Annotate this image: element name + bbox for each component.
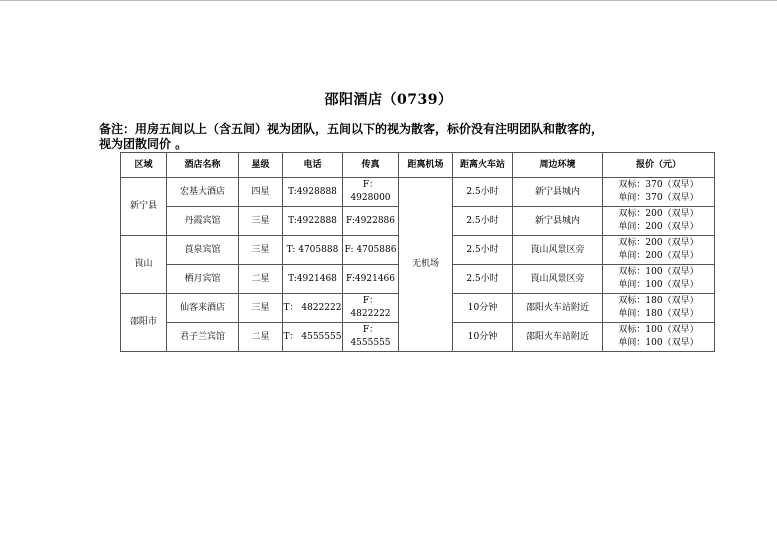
price-single: 单间：180（双早）: [618, 309, 699, 319]
hotel-name-cell: 莨泉宾馆: [167, 236, 239, 265]
environment-cell: 崀山风景区旁: [513, 236, 603, 265]
star-cell: 三星: [239, 294, 283, 323]
phone-cell: T： 4555555: [283, 323, 343, 352]
price-double: 双标：370（双早）: [618, 180, 699, 190]
region-cell: 新宁县: [121, 178, 167, 236]
star-cell: 四星: [239, 178, 283, 207]
train-distance-cell: 2.5小时: [453, 236, 513, 265]
remark-line-1: 备注：用房五间以上（含五间）视为团队，五间以下的视为散客，标价没有注明团队和散客的，: [99, 122, 604, 136]
price-double: 双标：100（双早）: [618, 267, 699, 277]
price-double: 双标：180（双早）: [618, 296, 699, 306]
phone-cell: T:4921468: [283, 265, 343, 294]
fax-cell: F： 4822222: [343, 294, 399, 323]
price-cell: [603, 236, 715, 265]
price-double: 双标：200（双早）: [618, 209, 699, 219]
region-cell: 邵阳市: [121, 294, 167, 352]
train-distance-cell: 2.5小时: [453, 207, 513, 236]
star-cell: 二星: [239, 265, 283, 294]
fax-cell: F：4928000: [343, 178, 399, 207]
header-star: 星级: [239, 153, 283, 178]
header-fax: 传真: [343, 153, 399, 178]
price-double: 双标：200（双早）: [618, 238, 699, 248]
environment-cell: 新宁县城内: [513, 207, 603, 236]
phone-cell: T: 4705888: [283, 236, 343, 265]
price-single: 单间：370（双早）: [618, 193, 699, 203]
fax-cell: F:4921466: [343, 265, 399, 294]
train-distance-cell: 2.5小时: [453, 178, 513, 207]
fax-cell: F: 4705886: [343, 236, 399, 265]
fax-cell: F:4922886: [343, 207, 399, 236]
hotel-name-cell: 君子兰宾馆: [167, 323, 239, 352]
train-distance-cell: 2.5小时: [453, 265, 513, 294]
top-border-line: [0, 0, 777, 1]
phone-cell: T： 4822222: [283, 294, 343, 323]
price-single: 单间：200（双早）: [618, 222, 699, 232]
fax-cell: F： 4555555: [343, 323, 399, 352]
airport-distance-cell: 无机场: [399, 178, 453, 352]
star-cell: 三星: [239, 236, 283, 265]
table-row: [121, 178, 715, 207]
star-cell: 三星: [239, 207, 283, 236]
page-title: 邵阳酒店（0739）: [324, 92, 453, 108]
header-environment: 周边环境: [513, 153, 603, 178]
phone-cell: T:4922888: [283, 207, 343, 236]
header-hotel-name: 酒店名称: [167, 153, 239, 178]
price-cell: [603, 265, 715, 294]
environment-cell: 新宁县城内: [513, 178, 603, 207]
hotel-table: [120, 152, 715, 352]
price-cell: [603, 207, 715, 236]
remark-line-2: 视为团散同价 。: [99, 137, 188, 151]
environment-cell: 邵阳火车站附近: [513, 294, 603, 323]
header-phone: 电话: [283, 153, 343, 178]
price-single: 单间：100（双早）: [618, 338, 699, 348]
remark-note: [99, 122, 699, 152]
hotel-name-cell: 宏基大酒店: [167, 178, 239, 207]
header-airport-distance: 距离机场: [399, 153, 453, 178]
price-single: 单间：100（双早）: [618, 280, 699, 290]
price-cell: [603, 294, 715, 323]
environment-cell: 邵阳火车站附近: [513, 323, 603, 352]
price-single: 单间：200（双早）: [618, 251, 699, 261]
train-distance-cell: 10分钟: [453, 294, 513, 323]
header-price: 报价（元）: [603, 153, 715, 178]
header-train-distance: 距离火车站: [453, 153, 513, 178]
price-cell: [603, 178, 715, 207]
price-cell: [603, 323, 715, 352]
table-header-row: [121, 153, 715, 178]
star-cell: 二星: [239, 323, 283, 352]
hotel-name-cell: 仙客来酒店: [167, 294, 239, 323]
header-region: 区域: [121, 153, 167, 178]
hotel-name-cell: 栖月宾馆: [167, 265, 239, 294]
hotel-name-cell: 丹霞宾馆: [167, 207, 239, 236]
price-double: 双标：100（双早）: [618, 325, 699, 335]
region-cell: 崀山: [121, 236, 167, 294]
environment-cell: 崀山风景区旁: [513, 265, 603, 294]
train-distance-cell: 10分钟: [453, 323, 513, 352]
phone-cell: T:4928888: [283, 178, 343, 207]
